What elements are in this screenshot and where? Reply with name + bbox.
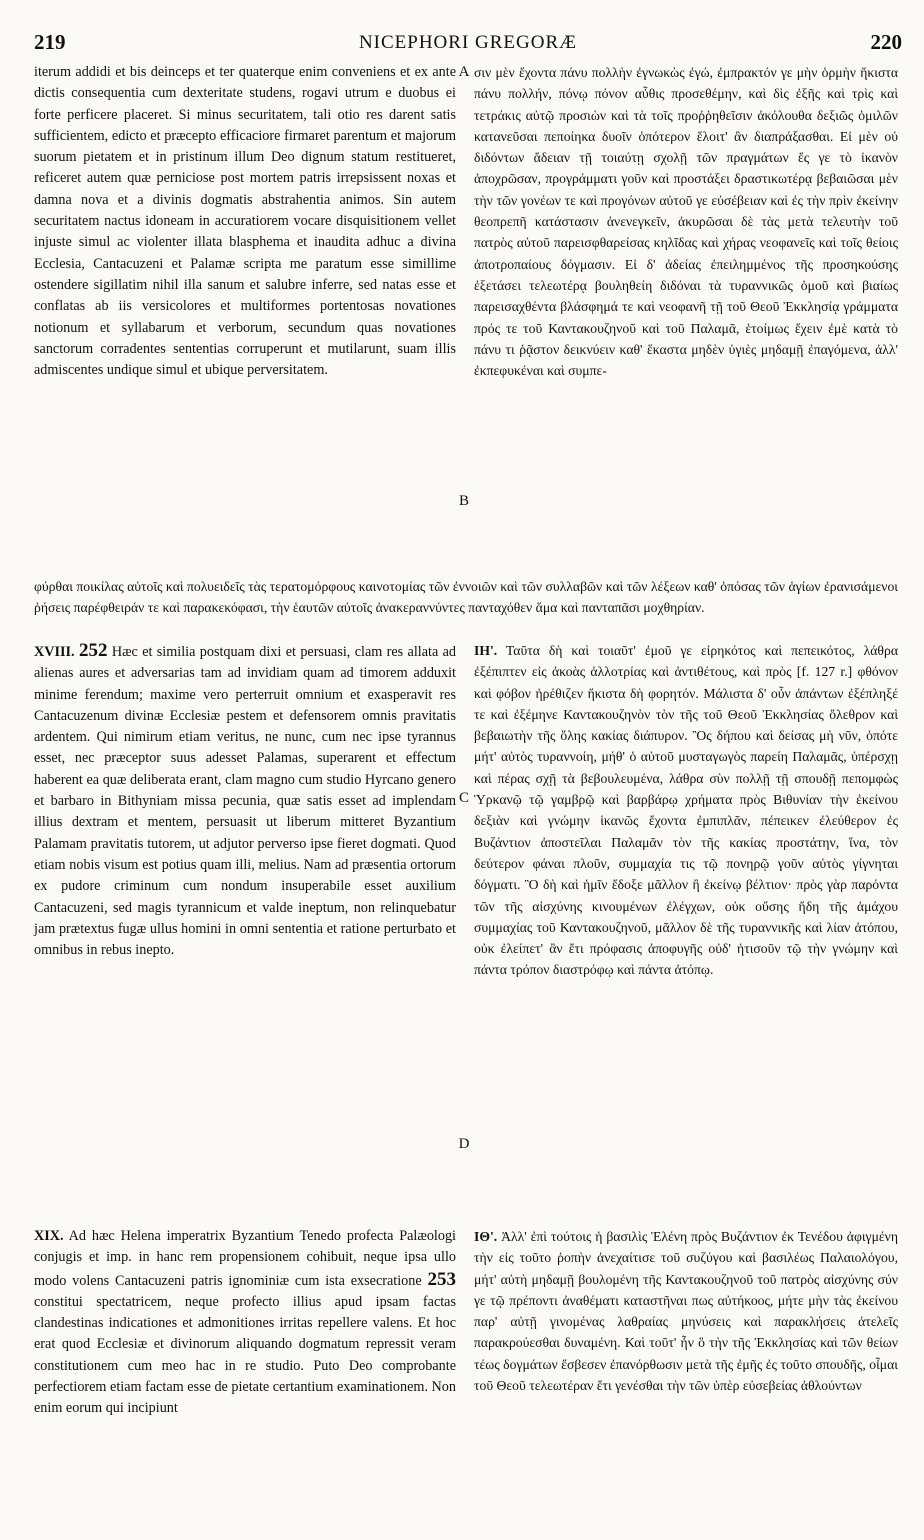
margin-letter-d: D [458, 1136, 470, 1152]
greek-column-top [474, 62, 898, 381]
greek-paragraph-fullwidth: φύρθαι ποικίλας αὐτοῖς καὶ πολυειδεῖς τὰς τερατομόρφους καινοτομίας τῶν ἐννοιῶν καὶ τῶν συλλαβῶν καὶ τῶν λέξεων καθ' ὁπόσας τῶν ἁγίων ἐρανισάμενοι ῥήσεις παρέφθειράν τε καὶ παρακεκόφασι, τὴν ἑαυτῶν αὐτοῖς ἀνακεραννύντες πανταχόθεν ἅμα καὶ πανταπᾶσι μοχθηρίαν. [34, 579, 898, 616]
greek-paragraph-ih [474, 640, 898, 981]
margin-letter-a: A [458, 64, 470, 80]
latin-paragraph-top: iterum addidi et bis deinceps et ter quaterque enim conveniens et ex ante dictis consequentia cum dexteritate studens, rogavi utrum e duobus ei forte perficere placeret. Si minus securitatem, tali otio res darent satis sufficientem, edicto et præcepto efficaciore firmaret parentum et majorum suorum pietatem et in pristinum illum Deo dignum statum restitueret, reficeret autem quæ perniciose post mortem patris irrepsissent noxas et damna nova et a divinis dogmatis abstrahentia animos. Sin autem securitatem nactus idoneam in accuratiorem vocare disquisitionem vellet injuste simul ac violenter illata blasphema et inaudita adhuc a divina Ecclesia, Cantacuzeni et Palamæ scripta me paratum esse simillime ostendere sigillatim nihil illa sanum et salubre inferre, sed natas esse et conflatas ab iis versicolores et multiformes portentosas novationes notionum et syllabarum et verborum, secundum quas novationes sanctorum corradentes sententias corruperunt et mutilarunt, suam illis admiscentes undique simul et ubique perversitatem. [34, 64, 456, 379]
latin-section-xix [34, 1226, 456, 1420]
latin-paragraph-xix [34, 1226, 456, 1420]
running-header [34, 30, 902, 60]
section-number: XVIII. [34, 644, 75, 660]
page-number-right: 220 [870, 30, 902, 54]
margin-letter-c: C [458, 790, 469, 806]
latin-paragraph-xviii [34, 640, 456, 961]
section-number: ΙΘ'. [474, 1229, 498, 1244]
running-title: NICEPHORI GREGORÆ [358, 32, 578, 53]
greek-section-ih [474, 640, 898, 981]
margin-letter-b: B [458, 493, 469, 509]
bracket-page-number: 253 [427, 1268, 457, 1290]
paragraph-text: Hæc et similia postquam dixi et persuasi, clam res allata ad alienas aures et adversarias tam ad invidiam quam ad timorem adduxit minime ferendum; maxime vero perterruit omnium et exasperavit res Cantacuzenum divinæ Ecclesiæ pestem et defensorem omnis pravitatis ardentem. Qui nimirum etiam veritus, ne nunc, cum nec ipse tyrannus esset, nec præceptor suus adesset Palamas, superarent et effectum haberent ea quæ deliberata erant, clam magno cum studio Hyrcano genero et barbaro in Bithyniam missa pecunia, quæ satis esset ad implendam illius dextram et mentem, persuasit ut liberum mitteret Byzantium Palamam pravitatis tutorem, ut adjutor perverso ipse fieret dogmati. Quod etiam nobis visum est potius quam illi, melius. Nam ad præsentia ortorum ex pudore criminum cum nondum insuperabile esset auxilium Cantacuzeni, sed magis tyrannicum et valde ineptum, non relinquebatur jam prætextus fugæ ullus homini in omni sententia et ratione perturbato et omnibus in rebus inepto. [34, 644, 457, 959]
greek-fullwidth-block [34, 576, 898, 619]
paragraph-text-part1: Ad hæc Helena imperatrix Byzantium Tenedo profecta Palæologi conjugis et imp. in hanc rem propensionem cohibuit, neque ipsa ullo modo volens Cantacuzeni patris ignominiæ cum ista exsecratione [34, 1228, 456, 1289]
greek-paragraph-ith [474, 1226, 898, 1396]
paragraph-text-part2: constitui spectatricem, neque profecto illius apud ipsam factas clandestinas indicationes et admonitiones irritas repellere valens. Et hoc erat quod Ecclesiæ et divinorum aliquando dogmatum repressit veram constitutionem cum meo hac in re studio. Puto Deo comprobante perfectiorem etiam factam esse de pietate certantium examinationem. Non enim eorum qui incipiunt [34, 1293, 456, 1417]
section-number: ΙΗ'. [474, 643, 498, 658]
paragraph-text: Ταῦτα δὴ καὶ τοιαῦτ' ἐμοῦ γε εἰρηκότος καὶ πεπεικότος, λάθρα ἐξέπιπτεν εἰς ἀκοὰς ἀλλοτρίας καὶ ἀντιθέτους, καὶ πρὸς [f. 127 r.] φθόνον καὶ φόβον ἠρέθιζεν ἥκιστα δὴ φορητόν. Μάλιστα δ' οὖν ἁπάντων ἐξέπληξέ τε καὶ ἐξέμηνε Καντακουζηνὸν τὸν τῆς τοῦ Θεοῦ Ἐκκλησίας ὄλεθρον καὶ βεβαιωτὴν τῆς ὅλης κακίας διάπυρον. Ὃς δήπου καὶ δείσας μὴ νῦν, ὁπότε μήτ' αὐτὸς τυραννοίη, μήθ' ὁ αὐτοῦ μυσταγωγὸς παρείη Παλαμᾶς, ὑπέρσχῃ καὶ πέρας σχῇ τὰ βεβουλευμένα, λάθρα σὺν πολλῇ τῇ σπουδῇ πεπομφὼς Ὑρκανῷ τῷ γαμβρῷ καὶ βαρβάρῳ χρήματα πρὸς Βιθυνίαν τὴν ἐκείνου δεξιὰν καὶ γνώμην ἱκανῶς ἔχοντα ἐμπιπλᾶν, πέπεικεν ἐλεύθερον ἐς Βυζάντιον ἀποστεῖλαι Παλαμᾶν τὸν τῆς κακίας προστάτην, ἵνα, τὸν δεύτερον φάναι πλοῦν, συμμαχία τις τῷ πονηρῷ γοῦν αὐτὸς γίγνηται δόγματι. Ὃ δὴ καὶ ἡμῖν ἔδοξε μᾶλλον ἢ ἐκείνῳ βέλτιον· πρὸς γὰρ παρόντα τῶν τῆς αἰσχύνης κινουμένων ἐλέγχων, οὐκ οὔσης ἤδη τῆς ἀμάχου συμμαχίας τοῦ Καντακουζηνοῦ, μᾶλλον δὲ τῆς τυραννικῆς καὶ λίαν ἀτόπου, οὐκ ἐλείπετ' ἂν ἔτι πρόφασις ἀποφυγῆς οὐδ' ἡτισοῦν τῷ τὴν γνώμην καὶ πάντα τρόπον διαστρόφῳ καὶ πάντα ἀτόπῳ. [474, 643, 898, 978]
paragraph-text: Ἀλλ' ἐπὶ τούτοις ἡ βασιλὶς Ἑλένη πρὸς Βυζάντιον ἐκ Τενέδου ἀφιγμένη τὴν εἰς τοῦτο ῥοπὴν ἀνεχαίτισε τοῦ συζύγου καὶ βασιλέως Παλαιολόγου, μήτ' αὐτὴ μηδαμῇ βουλομένη τῆς Καντακουζηνοῦ τοῦ πατρὸς αἰσχύνης σύν γε τῷ πρέποντι ἀναθέματι καταστῆναι πως αὐτήκοος, μήτε μὴν τὰς ἐκείνου παρ' αὐτῇ γινομένας λαθραίας μηνύσεις καὶ παρακλήσεις ἀτελεῖς παρακρούεσθαι δυναμένη. Καὶ τοῦτ' ἦν ὃ τὴν τῆς Ἐκκλησίας καὶ τῶν θείων τέως δογμάτων ἔσβεσεν ἐπανόρθωσιν μετὰ τῆς ἐμῆς ἐς τοῦτο σπουδῆς, οἶμαι τοῦ Θεοῦ τελεωτέραν ἔτι γενέσθαι τὴν τῶν ὑπὲρ εὐσεβείας ἀθλούντων [474, 1229, 899, 1394]
page-number-left: 219 [34, 30, 66, 54]
greek-paragraph-top: σιν μὲν ἔχοντα πάνυ πολλὴν ἐγνωκὼς ἐγώ, ἐμπρακτόν γε μὴν ὁρμὴν ἥκιστα πάνυ πολλήν, πόνῳ πόνον αὖθις προσεθέμην, καὶ δὶς ἐξῆς καὶ τρὶς καὶ τετράκις αὐτῷ προσιὼν καὶ τὰ τοῖς προῤῥηθεῖσιν ἀκόλουθα δεξιῶς ὁμιλῶν κατανεῦσαι πεποίηκα δυοῖν ὁπότερον ἕλοιτ' ἂν διαπράξασθαι. Εἰ μὲν οὐ διδόντων ἄδειαν τῇ τοιαύτῃ σχολῇ τῶν πραγμάτων ἔς γε τὸ ἱκανὸν ἀποχρῶσαν, προγράμματι γοῦν καὶ προστάξει δραστικωτέρᾳ βεβαιῶσαι μὲν τὴν τῶν γονέων τε καὶ προγόνων αὐτοῦ γε εὐσέβειαν καὶ ἐς τὴν πρὶν ἐκείνην θεοπρεπῆ κατάστασιν ἀνενεγκεῖν, ἀκυρῶσαι δὲ τὰς μετὰ τελευτὴν τοῦ πατρὸς αὐτοῦ παρεισφθαρείσας κηλῖδας καὶ χήρας νεοφανεῖς καὶ τοῖς θείοις ἀποτροπαίους δόγμασιν. Εἰ δ' ἀδείας ἐπειλημμένος τῆς προσηκούσης ἐξετάσει τελεωτέρᾳ βουληθείη διδόναι τὰ τυραννικῶς ὁμοῦ καὶ βιαίως παρεισαχθέντα βλάσφημά τε καὶ νεοφανῆ τῇ τοῦ Θεοῦ Ἐκκλησίᾳ γράμματα πρός τε τοῦ Καντακουζηνοῦ καὶ τοῦ Παλαμᾶ, ἑτοίμως ἔχειν ἐμὲ κατὰ τὸ πάνυ τι ῥᾷστον δεικνύειν καθ' ἕκαστα μηδὲν ὑγιὲς μηδαμῇ ἐπαγόμενα, ἀλλ' ἐκπεφυκέναι καὶ συμπε- [474, 65, 898, 379]
greek-section-ith [474, 1226, 898, 1396]
bracket-page-number: 252 [78, 640, 108, 661]
latin-column-top [34, 62, 456, 381]
latin-section-xviii [34, 640, 456, 961]
section-number: XIX. [34, 1228, 64, 1244]
